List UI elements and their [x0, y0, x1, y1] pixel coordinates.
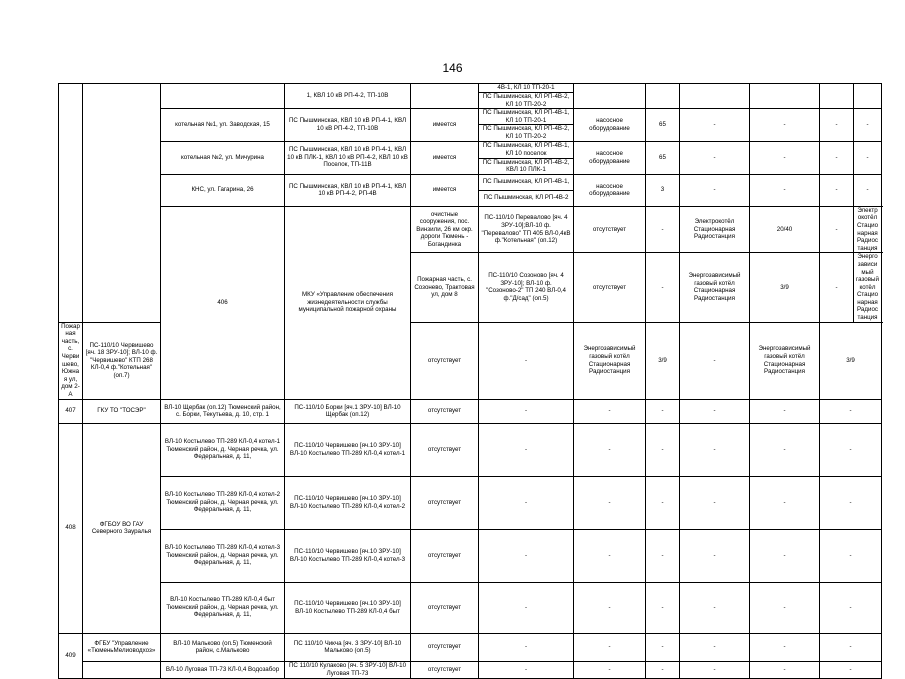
- cell-reserve-source: -: [479, 582, 574, 633]
- cell-col9: -: [680, 141, 750, 174]
- cell-num: 406: [161, 206, 285, 399]
- cell-power: -: [646, 476, 680, 529]
- cell-equipment: насосное оборудование: [574, 174, 646, 206]
- cell-num: [59, 84, 83, 323]
- cell-source: ПС-110/10 Созоново [яч. 4 ЗРУ-10]; ВЛ-10 ф. "Созоново-2" ТП 240 ВЛ-0,4 ф."Д/сад" (оп.5): [479, 253, 574, 322]
- table-row: [59, 109, 882, 125]
- cell-reserve: отсутствует: [411, 476, 479, 529]
- cell-col9: -: [820, 206, 854, 253]
- cell-col9: -: [680, 399, 750, 423]
- cell-power: -: [646, 423, 680, 476]
- cell-reserve: отсутствует: [411, 661, 479, 678]
- cell-power: 3/9: [646, 322, 680, 399]
- cell-reserve: отсутствует: [411, 529, 479, 582]
- cell-equipment: -: [574, 423, 646, 476]
- cell-equipment: насосное оборудование: [574, 109, 646, 141]
- cell-num: 409: [59, 633, 83, 678]
- cell-source: ПС-110/10 Перевалово [яч. 4 ЗРУ-10];ВЛ-10 ф. "Перевалово" ТП 405 ВЛ-0,4кВ ф."Котельная" (оп.12): [479, 206, 574, 253]
- cell-power: 3/9: [750, 253, 820, 322]
- cell-col10: -: [750, 141, 820, 174]
- cell-col12: -: [854, 141, 882, 174]
- cell-org: ФГБОУ ВО ГАУ Северного Зауралья: [83, 423, 161, 633]
- cell-org: МКУ «Управление обеспечения жизнедеятельности службы муниципальной пожарной охраны: [285, 206, 411, 399]
- cell-object: котельная №1, ул. Заводская, 15: [161, 109, 285, 141]
- cell-power: -: [646, 633, 680, 661]
- cell-source: 1, КВЛ 10 кВ РП-4-2, ТП-10В: [285, 84, 411, 109]
- table-row: [59, 174, 882, 190]
- cell-col10: -: [750, 399, 820, 423]
- cell-object: ВЛ-10 Щербак (оп.12) Тюменский район, с. Борки, Текутьева, д. 10, стр. 1: [161, 399, 285, 423]
- cell-col9: -: [680, 322, 750, 399]
- cell-reserve: отсутствует: [574, 206, 646, 253]
- cell-reserve: отсутствует: [574, 253, 646, 322]
- cell-col11: -: [820, 633, 882, 661]
- cell-col9: -: [680, 423, 750, 476]
- table-row: [59, 476, 882, 529]
- cell-col11: -: [820, 529, 882, 582]
- cell-col9: -: [680, 529, 750, 582]
- page-number: 146: [442, 61, 463, 75]
- cell-source: ПС Пышминская, КВЛ 10 кВ РП-4-1, КВЛ 10 кВ РП-4-2, РП-4В: [285, 174, 411, 206]
- cell-power: -: [646, 529, 680, 582]
- cell-reserve-source: ПС Пышминская, КЛ РП-4В-1,: [479, 174, 574, 190]
- cell-col12: [854, 84, 882, 109]
- cell-power: 65: [646, 109, 680, 141]
- cell-col11: -: [820, 661, 882, 678]
- cell-reserve-source: ПС Пышминская, КЛ РП-4В-2, КВЛ 10 ПЛК-1: [479, 158, 574, 174]
- cell-col11: -: [820, 109, 854, 141]
- cell-object: Пожарная часть, с. Созонево, Трактовая ул, дом 8: [411, 253, 479, 322]
- cell-source: ПС Пышминская, КВЛ 10 кВ РП-4-1, КВЛ 10 кВ РП-4-2, ТП-10В: [285, 109, 411, 141]
- cell-reserve: имеется: [411, 109, 479, 141]
- cell-object: [161, 84, 285, 109]
- cell-col11: -: [820, 476, 882, 529]
- cell-col10: -: [750, 174, 820, 206]
- cell-equipment: Электрокотёл Стационарная Радиостанция: [680, 206, 750, 253]
- cell-equipment: Энергозависимый газовый котёл Стационарная Радиостанция: [680, 253, 750, 322]
- cell-source: ПС 110/10 Чикча [яч. 3 ЗРУ-10] ВЛ-10 Мальково (оп.5): [285, 633, 411, 661]
- cell-reserve-source: ПС Пышминская, КЛ РП-4В-2: [479, 190, 574, 206]
- cell-power: [646, 84, 680, 109]
- table-row: [59, 141, 882, 158]
- cell-source: ПС-110/10 Червишево [яч.10 ЗРУ-10] ВЛ-10 Костылево ТП-289 КЛ-0,4 котел-3: [285, 529, 411, 582]
- cell-col10: -: [750, 476, 820, 529]
- cell-equipment: -: [574, 582, 646, 633]
- cell-reserve-source: ПС Пышминская, КЛ РП-4В-1, КЛ 10 поселок: [479, 141, 574, 158]
- cell-equipment: -: [574, 661, 646, 678]
- cell-reserve-source: -: [479, 661, 574, 678]
- cell-col12: -: [854, 109, 882, 141]
- cell-equipment: [574, 84, 646, 109]
- cell-col9: -: [680, 174, 750, 206]
- cell-col10: Электрокотёл Стационарная Радиостанция: [854, 206, 882, 253]
- cell-object: котельная №2, ул. Мичурина: [161, 141, 285, 174]
- cell-object: ВЛ-10 Костылево ТП-289 КЛ-0,4 котел-2 Тюменский район, д. Черная речка, ул. Федеральная, д. 11,: [161, 476, 285, 529]
- cell-col10: -: [750, 109, 820, 141]
- cell-col11: 3/9: [820, 322, 882, 399]
- cell-object: ВЛ-10 Костылево ТП-289 КЛ-0,4 быт Тюменский район, д. Черная речка, ул. Федеральная, д. 11,: [161, 582, 285, 633]
- table-row: [59, 633, 882, 661]
- data-table: [58, 83, 882, 679]
- cell-col10: -: [750, 423, 820, 476]
- cell-col9: [680, 84, 750, 109]
- cell-reserve: отсутствует: [411, 399, 479, 423]
- cell-col11: -: [820, 582, 882, 633]
- cell-col12: -: [854, 174, 882, 206]
- cell-col9: -: [680, 661, 750, 678]
- cell-power: 65: [646, 141, 680, 174]
- cell-col11: [820, 84, 854, 109]
- cell-reserve-source: 4В-1, КЛ 10 ТП-20-1: [479, 84, 574, 93]
- cell-num: 407: [59, 399, 83, 423]
- cell-col9: -: [680, 476, 750, 529]
- cell-reserve: отсутствует: [411, 582, 479, 633]
- cell-source: ПС Пышминская, КВЛ 10 кВ РП-4-1, КВЛ 10 кВ ПЛК-1, КВЛ 10 кВ РП-4-2, КВЛ 10 кВ Поселок, ТП-11В: [285, 141, 411, 174]
- cell-equipment: -: [574, 633, 646, 661]
- cell-org: [83, 84, 161, 323]
- table-row: [59, 423, 882, 476]
- cell-reserve: отсутствует: [411, 322, 479, 399]
- cell-col11: -: [820, 399, 882, 423]
- cell-power: -: [646, 661, 680, 678]
- table-row: [59, 582, 882, 633]
- cell-reserve-source: -: [479, 399, 574, 423]
- cell-equipment: -: [574, 476, 646, 529]
- cell-col11: -: [820, 174, 854, 206]
- cell-col10: Энергозависимый газовый котёл Стационарная Радиостанция: [854, 253, 882, 322]
- cell-reserve-source: ПС Пышминская, КЛ РП-4В-2, КЛ 10 ТП-20-2: [479, 93, 574, 109]
- cell-reserve-source: -: [646, 253, 680, 322]
- cell-source: ПС-110/10 Червишево [яч.10 ЗРУ-10] ВЛ-10 Костылево ТП-289 КЛ-0,4 быт: [285, 582, 411, 633]
- cell-col10: [750, 84, 820, 109]
- cell-power: -: [646, 582, 680, 633]
- cell-object: Пожарная часть, с. Червишево, Южная ул, дом 2-А: [59, 322, 83, 399]
- cell-equipment: -: [574, 529, 646, 582]
- cell-col10: -: [750, 661, 820, 678]
- cell-org: ФГБУ "Управление «ТюменьМелиоводхоз»: [83, 633, 161, 661]
- cell-col9: -: [680, 109, 750, 141]
- cell-col9: -: [680, 582, 750, 633]
- table-row: [59, 84, 882, 93]
- cell-col9: -: [820, 253, 854, 322]
- cell-reserve-source: -: [479, 633, 574, 661]
- cell-col11: -: [820, 423, 882, 476]
- cell-equipment: Энергозависимый газовый котёл Стационарная Радиостанция: [574, 322, 646, 399]
- cell-reserve-source: -: [479, 476, 574, 529]
- cell-power: 20/40: [750, 206, 820, 253]
- cell-reserve: отсутствует: [411, 423, 479, 476]
- table-row: [59, 206, 882, 253]
- cell-object: очистные сооружения, пос. Винзили, 26 км окр. дороги Тюмень - Богандинка: [411, 206, 479, 253]
- cell-reserve-source: ПС Пышминская, КЛ РП-4В-2, КЛ 10 ТП-20-2: [479, 125, 574, 141]
- cell-object: ВЛ-10 Луговая ТП-73 КЛ-0,4 Водозабор: [161, 661, 285, 678]
- cell-source: ПС-110/10 Червишево [яч.10 ЗРУ-10] ВЛ-10 Костылево ТП-289 КЛ-0,4 котел-2: [285, 476, 411, 529]
- table-row: [59, 399, 882, 423]
- cell-reserve: имеется: [411, 174, 479, 206]
- cell-col9: -: [680, 633, 750, 661]
- cell-col10: -: [750, 529, 820, 582]
- cell-num: 408: [59, 423, 83, 633]
- cell-object: ВЛ-10 Костылево ТП-289 КЛ-0,4 котел-1 Тюменский район, д. Черная речка, ул. Федеральная, д. 11,: [161, 423, 285, 476]
- cell-reserve: отсутствует: [411, 633, 479, 661]
- cell-object: ВЛ-10 Мальково (оп.5) Тюменский район, с.Мальково: [161, 633, 285, 661]
- cell-equipment: насосное оборудование: [574, 141, 646, 174]
- cell-source: ПС-110/10 Борки [яч.1 ЗРУ-10] ВЛ-10 Щербак (оп.12): [285, 399, 411, 423]
- cell-col11: -: [820, 141, 854, 174]
- cell-reserve-source: -: [479, 529, 574, 582]
- cell-object: КНС, ул. Гагарина, 26: [161, 174, 285, 206]
- cell-org: [83, 661, 161, 678]
- cell-object: ВЛ-10 Костылево ТП-289 КЛ-0,4 котел-3 Тюменский район, д. Черная речка, ул. Федеральная, д. 11,: [161, 529, 285, 582]
- cell-org: ГКУ ТО "ТОСЭР": [83, 399, 161, 423]
- cell-reserve-source: ПС Пышминская, КЛ РП-4В-1, КЛ 10 ТП-20-1: [479, 109, 574, 125]
- cell-col10: -: [750, 582, 820, 633]
- cell-col10: Энергозависимый газовый котёл Стационарная Радиостанция: [750, 322, 820, 399]
- table-row: [59, 529, 882, 582]
- cell-power: 3: [646, 174, 680, 206]
- cell-source: ПС 110/10 Кулаково [яч. 5 ЗРУ-10] ВЛ-10 Луговая ТП-73: [285, 661, 411, 678]
- cell-reserve-source: -: [646, 206, 680, 253]
- cell-power: -: [646, 399, 680, 423]
- cell-source: ПС-110/10 Червишево [яч. 18 ЗРУ-10]; ВЛ-10 ф. "Червишево" КТП 268 КЛ-0,4 ф."Котельная" (оп.7): [83, 322, 161, 399]
- cell-reserve: [411, 84, 479, 109]
- cell-equipment: -: [574, 399, 646, 423]
- cell-source: ПС-110/10 Червишево [яч.10 ЗРУ-10] ВЛ-10 Костылево ТП-289 КЛ-0,4 котел-1: [285, 423, 411, 476]
- table-row: [59, 661, 882, 678]
- cell-reserve-source: -: [479, 423, 574, 476]
- cell-reserve-source: -: [479, 322, 574, 399]
- cell-col10: -: [750, 633, 820, 661]
- cell-reserve: имеется: [411, 141, 479, 174]
